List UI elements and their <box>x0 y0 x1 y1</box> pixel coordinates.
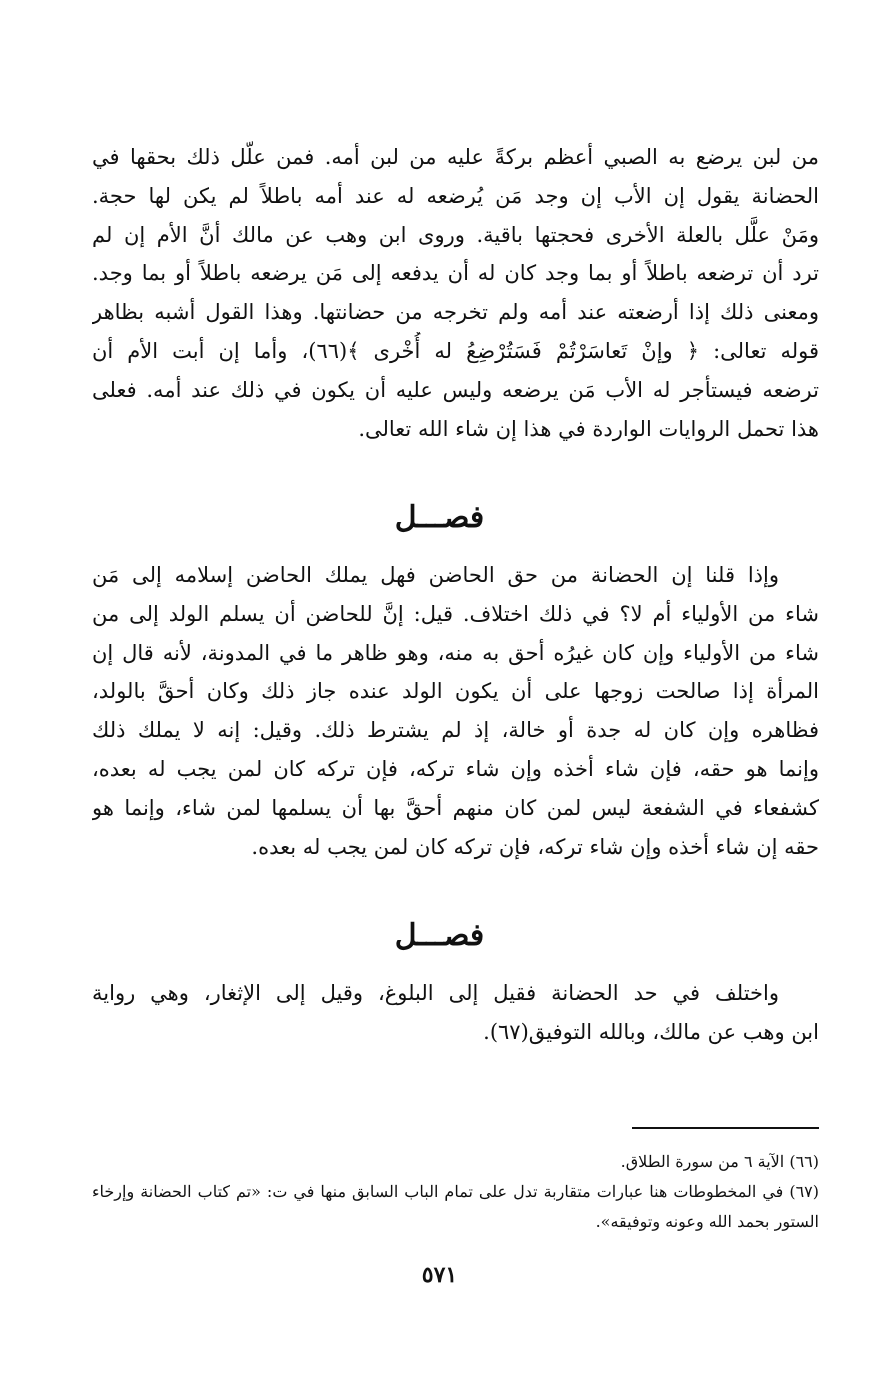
text-line: شاء من الأولياء وإن كان غيرُه أحق به منه، وهو ظاهر ما في المدونة، لأنه قال إن <box>92 640 819 665</box>
paragraph-3 <box>92 974 819 1052</box>
text-line: ومعنى ذلك إذا أرضعته عند أمه ولم تخرجه من حضانتها. وهذا القول أشبه بظاهر <box>92 300 819 325</box>
footnote-divider <box>632 1127 819 1129</box>
text-line: كشفعاء في الشفعة ليس لمن كان منهم أحقَّ بها أن يسلمها لمن شاء، وإنما هو <box>92 795 819 820</box>
text-line: فظاهره وإن كان له جدة أو خالة، إذ لم يشترط ذلك. وقيل: إنه لا يملك ذلك <box>92 718 819 743</box>
page-number: ٥٧١ <box>421 1262 458 1288</box>
text-line: الحضانة يقول إن الأب إن وجد مَن يُرضعه له عند أمه باطلاً لم يكن لها حجة. <box>92 183 819 208</box>
text-line: المرأة إذا صالحت زوجها على أن يكون الولد عنده جاز ذلك وكان أحقَّ بالولد، <box>92 679 819 704</box>
text-line: هذا تحمل الروايات الواردة في هذا إن شاء الله تعالى. <box>358 416 819 441</box>
text-line: ترد أن ترضعه باطلاً أو بما وجد كان له أن يدفعه إلى مَن يرضعه باطلاً أو بما وجد. <box>92 261 819 286</box>
footnote-67: (٦٧) في المخطوطات هنا عبارات متقاربة تدل على تمام الباب السابق منها في ت: «تم كتاب الحضانة وإرخاء الستور بحمد الله وعونه وتوفيقه». <box>92 1182 819 1231</box>
section-heading: فصـــل <box>394 500 485 535</box>
text-line: قوله تعالى: ﴿ وإنْ تَعاسَرْتُمْ فَسَتُرْضِعُ له أُخْرى ﴾(٦٦)، وأما إن أبت الأم أن <box>92 338 819 363</box>
text-line: حقه إن شاء أخذه وإن شاء تركه، فإن تركه كان لمن يجب له بعده. <box>251 834 819 859</box>
text-line: وإنما هو حقه، فإن شاء أخذه وإن شاء تركه، فإن تركه كان لمن يجب له بعده، <box>92 756 819 781</box>
text-line: ومَنْ علَّل بالعلة الأخرى فحجتها باقية. وروى ابن وهب عن مالك أنَّ الأم إن لم <box>92 222 819 247</box>
text-line: واختلف في حد الحضانة فقيل إلى البلوغ، وقيل إلى الإثغار، وهي رواية <box>92 981 779 1005</box>
paragraph-2 <box>92 556 819 866</box>
text-line: من لبن يرضع به الصبي أعظم بركةً عليه من لبن أمه. فمن علّل ذلك بحقها في <box>92 145 819 169</box>
text-line: ابن وهب عن مالك، وبالله التوفيق(٦٧). <box>483 1019 819 1044</box>
text-line: ترضعه فيستأجر له الأب مَن يرضعه وليس عليه أن يكون في ذلك عند أمه. فعلى <box>92 377 819 402</box>
text-line: شاء من الأولياء أم لا؟ في ذلك اختلاف. قيل: إنَّ للحاضن أن يسلم الولد إلى من <box>92 601 819 626</box>
footnote-66: (٦٦) الآية ٦ من سورة الطلاق. <box>620 1152 819 1171</box>
section-heading: فصـــل <box>394 918 485 953</box>
footnotes <box>92 1147 819 1237</box>
paragraph-1 <box>92 138 819 448</box>
text-line: وإذا قلنا إن الحضانة من حق الحاضن فهل يملك الحاضن إسلامه إلى مَن <box>92 563 779 587</box>
